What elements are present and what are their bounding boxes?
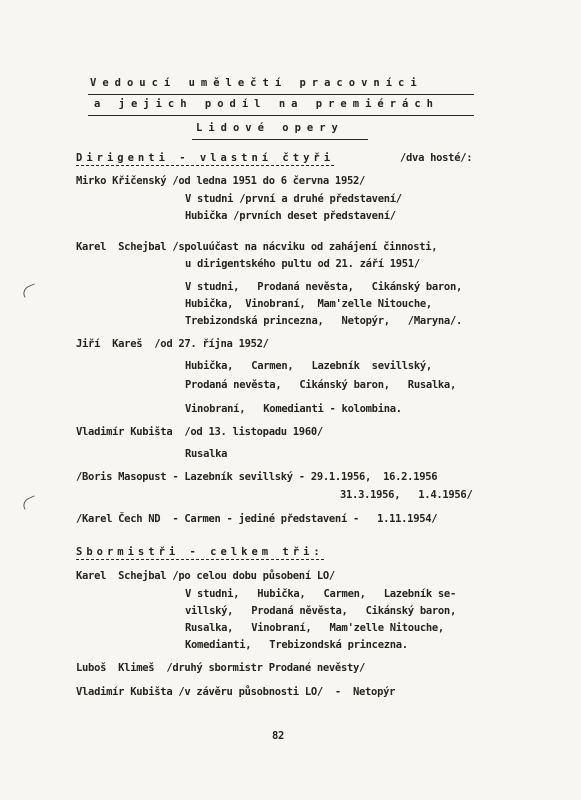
punch-hole-mark <box>21 283 38 297</box>
text-line: Mirko Křičenský /od ledna 1951 do 6 června 1952/ <box>76 175 366 187</box>
text-line: Jiří Kareš /od 27. října 1952/ <box>76 338 269 350</box>
text-line: /Karel Čech ND - Carmen - jediné představení - 1.11.1954/ <box>76 513 438 525</box>
text-line: Hubička /prvních deset představení/ <box>185 210 396 222</box>
text-line: 31.3.1956, 1.4.1956/ <box>340 489 473 501</box>
punch-hole-mark <box>21 495 38 509</box>
header-rule <box>192 139 368 140</box>
text-line: Vladimír Kubišta /od 13. listopadu 1960/ <box>76 426 323 438</box>
text-line: V studni /první a druhé představení/ <box>185 193 402 205</box>
text-line: Prodaná nevěsta, Cikánský baron, Rusalka, <box>185 379 456 391</box>
text-line: villský, Prodaná něvěsta, Cikánský baron, <box>185 605 456 617</box>
text-line: Luboš Klimeš /druhý sbormistr Prodané nevěsty/ <box>76 662 366 674</box>
text-line: Hubička, Carmen, Lazebník sevillský, <box>185 360 432 372</box>
section-heading-sbormistri: Sbormistři - celkem tři: <box>76 546 324 558</box>
text-line: u dirigentského pultu od 21. září 1951/ <box>185 258 420 270</box>
text-line: Vinobraní, Komedianti - kolombina. <box>185 403 402 415</box>
section-heading-suffix: /dva hosté/: <box>400 152 473 164</box>
text-line: V studni, Hubička, Carmen, Lazebník se- <box>185 588 456 600</box>
text-line: Rusalka <box>185 448 228 460</box>
text-line: Vladimír Kubišta /v závěru působnosti LO/ - Netopýr <box>76 686 396 698</box>
text-line: Komedianti, Trebizondská princezna. <box>185 639 408 651</box>
header-line-3: Lidové opery <box>196 122 344 134</box>
header-rule <box>88 115 474 116</box>
text-line: Karel Schejbal /po celou dobu působení LO/ <box>76 570 335 582</box>
section-heading-dirigenti: Dirigenti - vlastní čtyři <box>76 152 335 164</box>
header-line-1: Vedoucí umělečtí pracovníci <box>90 77 423 89</box>
text-line: V studni, Prodaná nevěsta, Cikánský baron, <box>185 281 462 293</box>
text-line: Trebizondská princezna, Netopýr, /Maryna/. <box>185 315 462 327</box>
text-line: /Boris Masopust - Lazebník sevillský - 29.1.1956, 16.2.1956 <box>76 471 438 483</box>
text-line: Karel Schejbal /spoluúčast na nácviku od zahájení činnosti, <box>76 241 438 253</box>
text-line: Hubička, Vinobraní, Mam'zelle Nitouche, <box>185 298 432 310</box>
header-line-2: a jejich podíl na premiérách <box>94 98 440 110</box>
text-line: Rusalka, Vinobraní, Mam'zelle Nitouche, <box>185 622 444 634</box>
header-rule <box>88 94 474 95</box>
page-number: 82 <box>272 730 285 742</box>
